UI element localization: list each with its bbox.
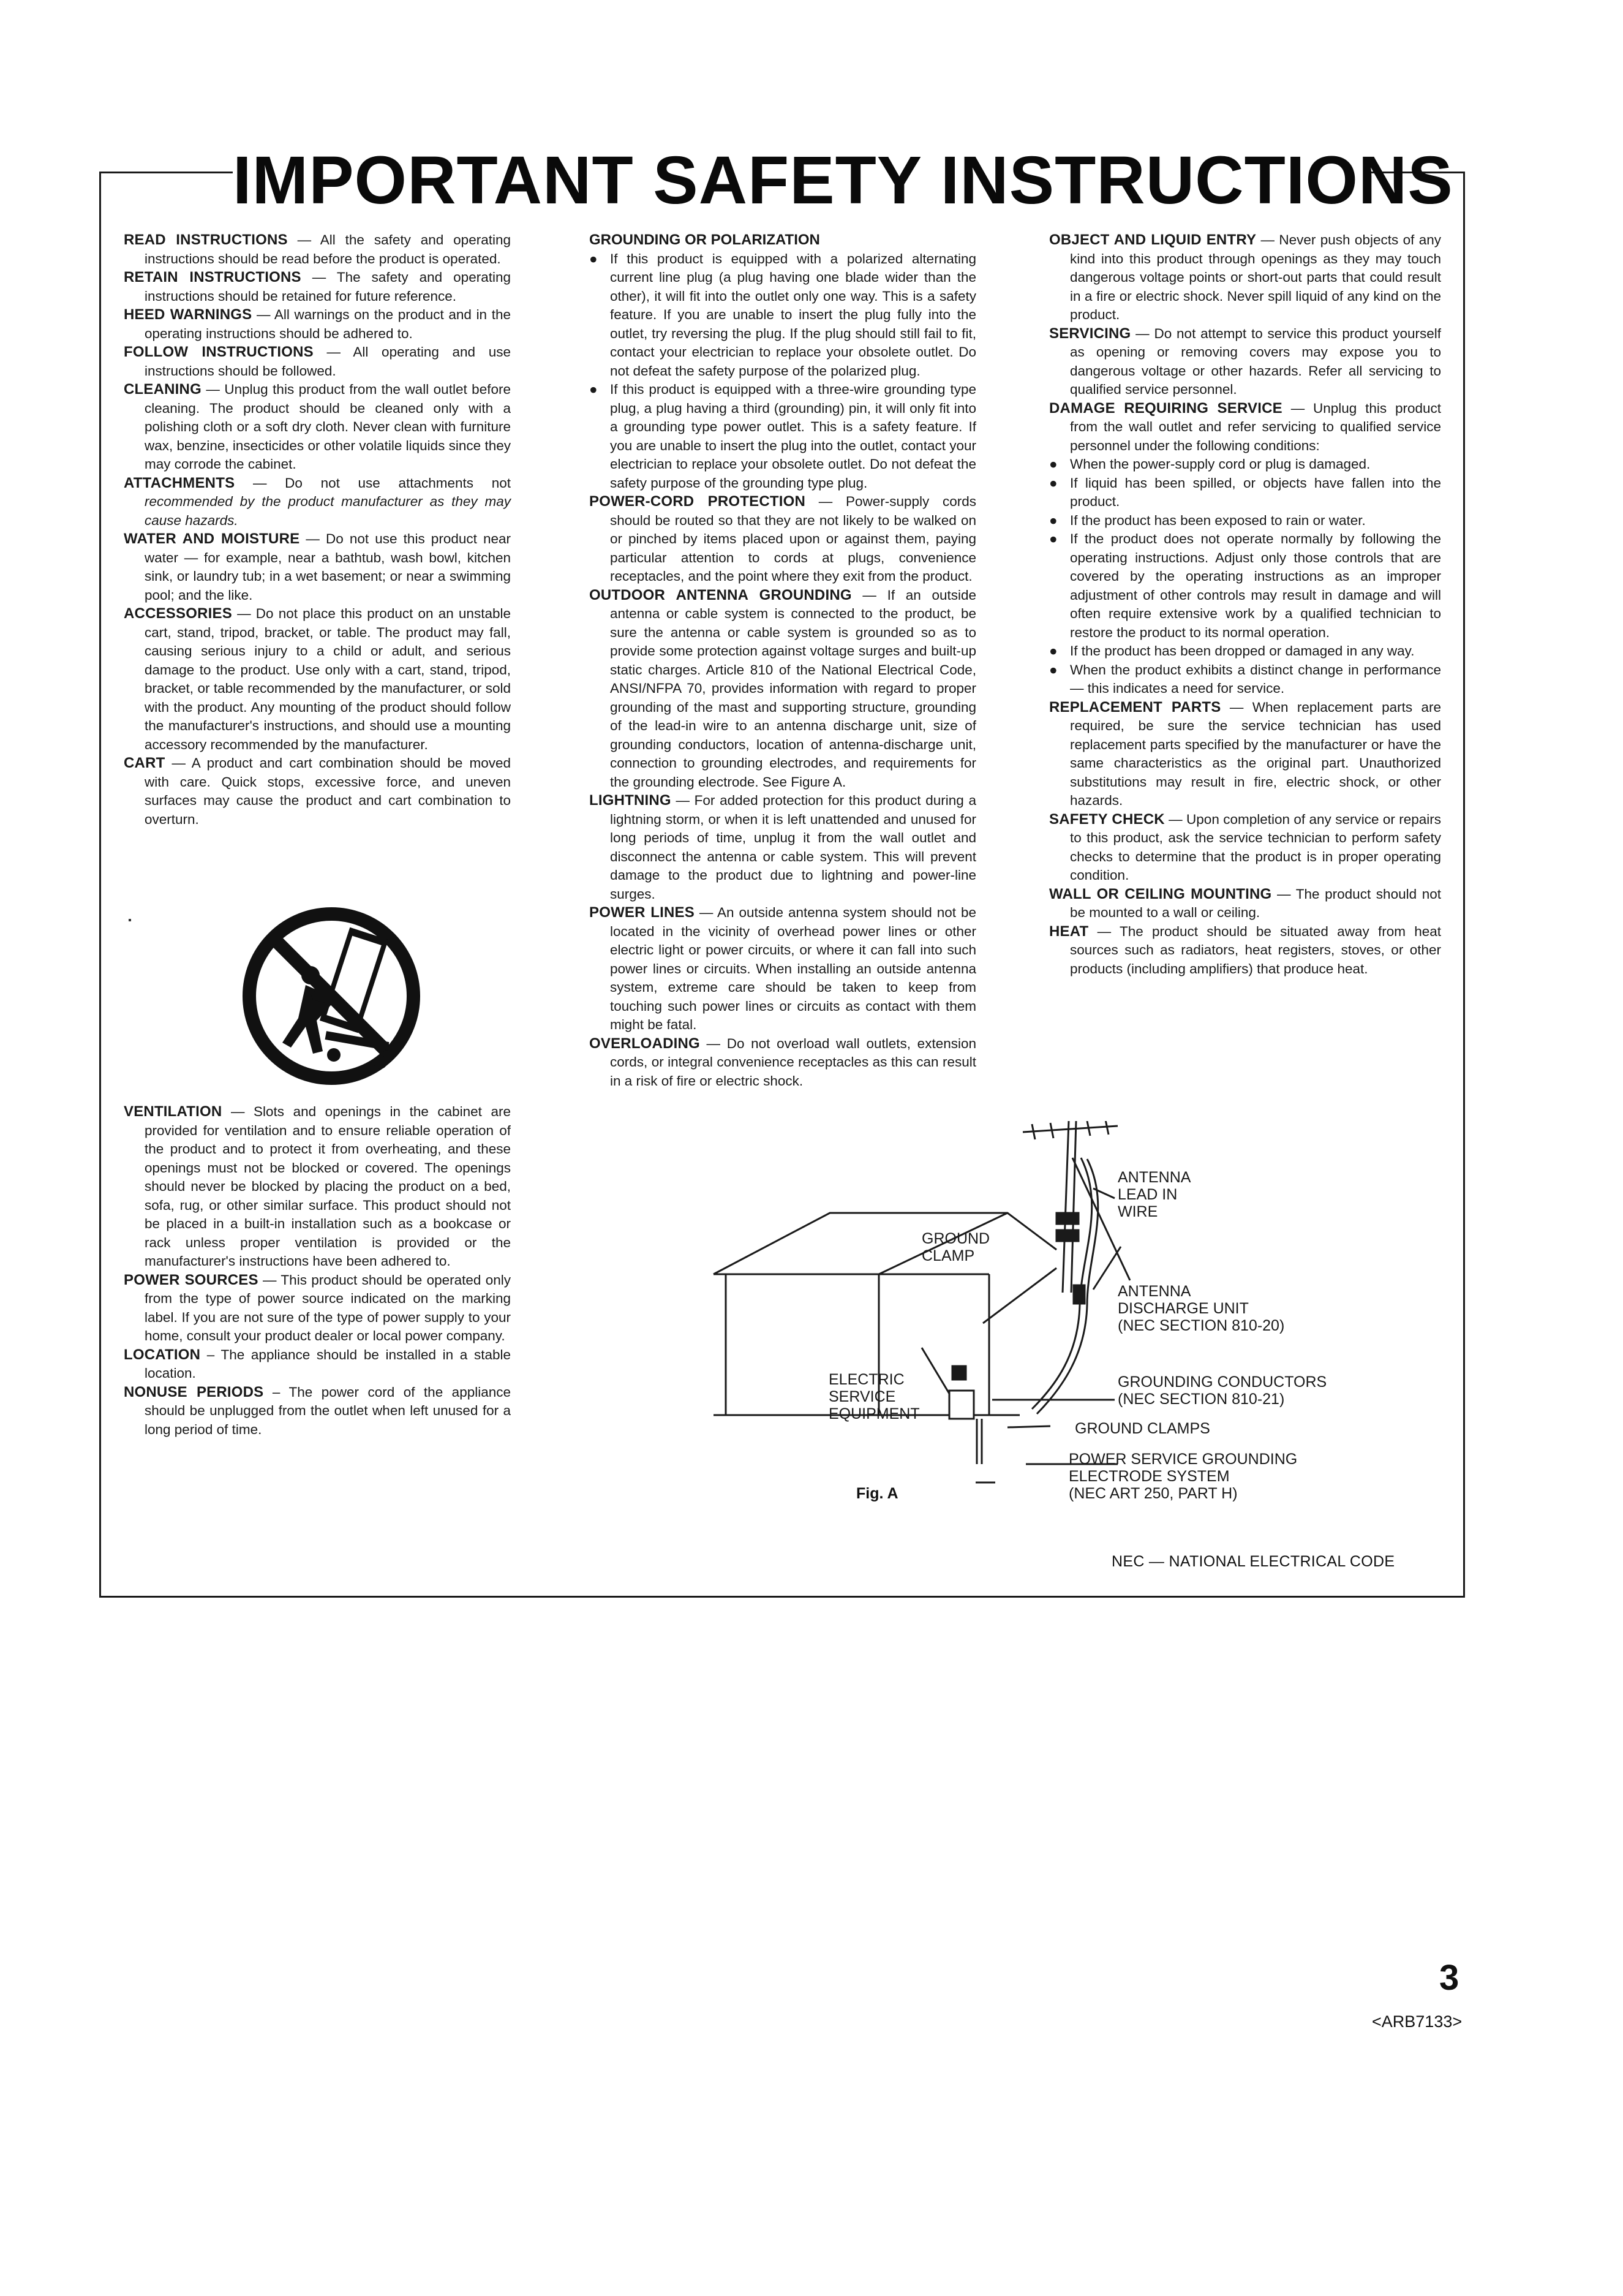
servicing: SERVICING — Do not attempt to service this product yourself as opening or removing covers may expose you to dangerous voltage or other hazards. Refer all servicing to qualified service personnel. — [1049, 325, 1441, 397]
antenna-grounding-diagram — [689, 1121, 1412, 1538]
heat: HEAT — The product should be situated away from heat sources such as radiators, heat registers, stoves, or other products (including amplifiers) that produce heat. — [1049, 923, 1441, 976]
cart-warning-icon — [242, 907, 421, 1086]
label-wire: WIRE — [1118, 1203, 1158, 1220]
damage-bullet-3: ● If the product has been exposed to rain or water. — [1049, 512, 1366, 528]
read-instructions: READ INSTRUCTIONS — All the safety and operating instructions should be read before the product is operated. — [124, 232, 511, 266]
label-electrode-system: ELECTRODE SYSTEM — [1069, 1468, 1230, 1485]
page-number: 3 — [1439, 1958, 1459, 1998]
replacement-parts: REPLACEMENT PARTS — When replacement parts are required, be sure the service technician has used replacement parts specified by the manufacturer or have the same characteristics as the original part. Unauthorized substitutions may result in fire, electric shock, or other hazards. — [1049, 698, 1441, 808]
power-sources: POWER SOURCES — This product should be operated only from the type of power source indicated on the marking label. If you are not sure of the type of power supply to your home, consult your product dealer or local power company. — [124, 1271, 511, 1343]
attachments: ATTACHMENTS — Do not use attachments not recommended by the product manufacturer as they may cause hazards. — [124, 474, 511, 528]
document-code: <ARB7133> — [1372, 2012, 1463, 2031]
power-lines: POWER LINES — An outside antenna system should not be located in the vicinity of overhead power lines or other electric light or power circuits, or where it can fall into such power lines or circuits. When installing an outside antenna system, extreme care should be taken to keep from touching such power lines or circuits as contact with them might be fatal. — [589, 904, 976, 1032]
grounding-bullet-2: ● If this product is equipped with a three-wire grounding type plug, a plug having a third (grounding) pin, it will only fit into a grounding type power outlet. This is a safety feature. If you are unable to insert the plug into the outlet, contact your electrician to replace your obsolete outlet. Do not defeat the safety purpose of the grounding type plug. — [589, 382, 976, 491]
stray-mark — [129, 919, 131, 921]
nonuse-periods: NONUSE PERIODS – The power cord of the appliance should be unplugged from the outlet when left unused for a long period of time. — [124, 1383, 511, 1437]
damage-bullet-6: ● When the product exhibits a distinct change in performance — this indicates a need for service. — [1049, 662, 1441, 696]
column-1 — [124, 231, 511, 829]
damage-bullet-5: ● If the product has been dropped or damaged in any way. — [1049, 643, 1415, 659]
cleaning: CLEANING — Unplug this product from the wall outlet before cleaning. The product should be cleaned only with a polishing cloth or a soft dry cloth. Never clean with furniture wax, benzine, insecticides or other volatile liquids since they may corrode the cabinet. — [124, 381, 511, 472]
outdoor-antenna-grounding: OUTDOOR ANTENNA GROUNDING — If an outside antenna or cable system is connected to the product, be sure the antenna or cable system is grounded so as to provide some protection against voltage surges and built-up static charges. Article 810 of the National Electrical Code, ANSI/NFPA 70, provides information with regard to proper grounding of the mast and supporting structure, grounding of the lead-in wire to an antenna discharge unit, size of grounding conductors, location of antenna-discharge unit, connection to grounding electrodes, and requirements for the grounding electrode. See Figure A. — [589, 586, 976, 790]
location: LOCATION – The appliance should be installed in a stable location. — [124, 1346, 511, 1381]
ventilation: VENTILATION — Slots and openings in the cabinet are provided for ventilation and to ensure reliable operation of the product and to protect it from overheating, and these openings must not be blocked or covered. The openings should never be blocked by placing the product on a bed, sofa, rug, or other similar surface. This product should not be placed in a built-in installation such as a bookcase or rack unless proper ventilation is provided or the manufacturer's instructions have been adhered to. — [124, 1103, 511, 1269]
label-nec-art-250: (NEC ART 250, PART H) — [1069, 1485, 1238, 1502]
cart: CART — A product and cart combination should be moved with care. Quick stops, excessive force, and uneven surfaces may cause the product and cart combination to overturn. — [124, 755, 511, 827]
damage-bullet-2: ● If liquid has been spilled, or objects have fallen into the product. — [1049, 475, 1441, 509]
page-title: IMPORTANT SAFETY INSTRUCTIONS — [233, 141, 1366, 221]
power-cord-protection: POWER-CORD PROTECTION — Power-supply cords should be routed so that they are not likely to be walked on or pinched by items placed upon or against them, paying particular attention to cords at plugs, convenience receptacles, and the point where they exit from the product. — [589, 493, 976, 584]
label-clamp: CLAMP — [922, 1247, 975, 1264]
grounding-bullet-1: ● If this product is equipped with a polarized alternating current line plug (a plug having one blade wider than the other), it will fit into the outlet only one way. This is a safety feature. If you are unable to insert the plug fully into the outlet, try reversing the plug. If the plug should still fail to fit, contact your electrician to replace your obsolete outlet. Do not defeat the safety purpose of the polarized plug. — [589, 251, 976, 379]
label-lead-in: LEAD IN — [1118, 1186, 1178, 1203]
label-electric: ELECTRIC — [829, 1371, 905, 1388]
label-power-service-grounding: POWER SERVICE GROUNDING — [1069, 1451, 1298, 1468]
label-antenna-lead-in: ANTENNA — [1118, 1169, 1191, 1186]
label-ground-clamps: GROUND CLAMPS — [1075, 1420, 1210, 1437]
label-nec-810-20: (NEC SECTION 810-20) — [1118, 1317, 1285, 1334]
overloading: OVERLOADING — Do not overload wall outlets, extension cords, or integral convenience receptacles as this can result in a risk of fire or electric shock. — [589, 1035, 976, 1089]
wall-ceiling-mounting: WALL OR CEILING MOUNTING — The product should not be mounted to a wall or ceiling. — [1049, 885, 1442, 920]
label-discharge-antenna: ANTENNA — [1118, 1283, 1191, 1300]
label-discharge-unit: DISCHARGE UNIT — [1118, 1300, 1249, 1317]
column-1-lower — [124, 1103, 511, 1439]
lightning: LIGHTNING — For added protection for this product during a lightning storm, or when it is left unattended and unused for long periods of time, unplug it from the wall outlet and disconnect the antenna or cable system. This will prevent damage to the product due to lightning and power-line surges. — [589, 792, 976, 902]
follow-instructions: FOLLOW INSTRUCTIONS — All operating and use instructions should be followed. — [124, 344, 511, 379]
retain-instructions: RETAIN INSTRUCTIONS — The safety and operating instructions should be retained for future reference. — [124, 269, 511, 304]
roof-outline — [714, 1213, 1056, 1274]
heed-warnings: HEED WARNINGS — All warnings on the product and in the operating instructions should be adhered to. — [124, 306, 511, 341]
column-2 — [589, 231, 976, 1090]
damage-bullet-1: ● When the power-supply cord or plug is damaged. — [1049, 456, 1371, 472]
water-and-moisture: WATER AND MOISTURE — Do not use this product near water — for example, near a bathtub, wash bowl, kitchen sink, or laundry tub; in a wet basement; or near a swimming pool; and the like. — [124, 531, 511, 603]
damage-bullet-4: ● If the product does not operate normally by following the operating instructions. Adjust only those controls that are covered by the operating instructions as an improper adjustment of other controls may result in damage and will often require extensive work by a qualified technician to restore the product to its normal operation. — [1049, 531, 1441, 640]
grounding-heading: GROUNDING OR POLARIZATION — [589, 232, 820, 248]
label-equipment: EQUIPMENT — [829, 1405, 920, 1422]
figure-label: Fig. A — [856, 1485, 898, 1502]
object-liquid-entry: OBJECT AND LIQUID ENTRY — Never push objects of any kind into this product through openings as they may touch dangerous voltage points or short-out parts that could result in a fire or electric shock. Never spill liquid of any kind on the product. — [1049, 232, 1441, 322]
label-grounding-conductors: GROUNDING CONDUCTORS — [1118, 1373, 1327, 1391]
nec-footnote: NEC — NATIONAL ELECTRICAL CODE — [1112, 1553, 1395, 1570]
label-nec-810-21: (NEC SECTION 810-21) — [1118, 1391, 1285, 1408]
label-service: SERVICE — [829, 1388, 896, 1405]
damage-requiring-service: DAMAGE REQUIRING SERVICE — Unplug this product from the wall outlet and refer servicing to qualified service personnel under the following conditions: — [1049, 399, 1441, 453]
safety-check: SAFETY CHECK — Upon completion of any service or repairs to this product, ask the service technician to perform safety checks to determine that the product is in proper operating condition. — [1049, 810, 1441, 883]
column-3 — [1049, 231, 1441, 978]
label-ground: GROUND — [922, 1230, 990, 1247]
accessories: ACCESSORIES — Do not place this product on an unstable cart, stand, tripod, bracket, or table. The product may fall, causing serious injury to a child or adult, and serious damage to the product. Use only with a cart, stand, tripod, bracket, or table recommended by the manufacturer, or sold with the product. Any mounting of the product should follow the manufacturer's instructions, and should use a mounting accessory recommended by the manufacturer. — [124, 605, 511, 752]
